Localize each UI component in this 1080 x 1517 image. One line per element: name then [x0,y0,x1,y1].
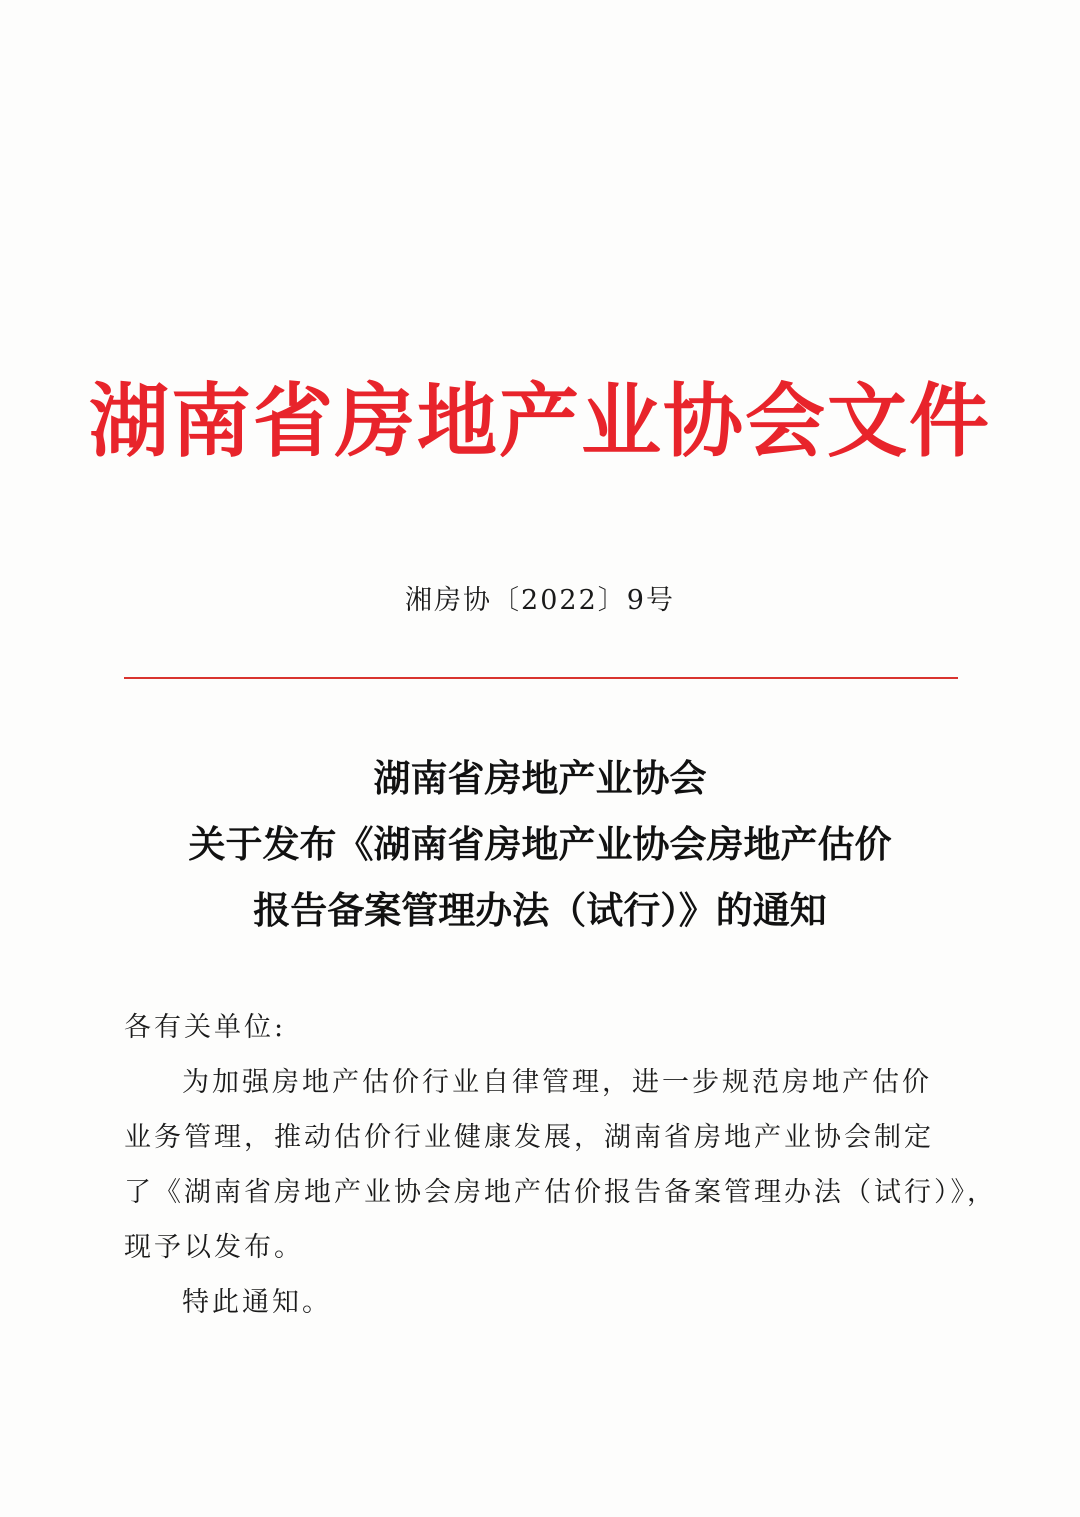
paragraph-line-2: 业务管理，推动估价行业健康发展，湖南省房地产业协会制定 [124,1122,934,1153]
closing-line: 特此通知。 [182,1287,332,1318]
document-number: 湘房协〔2022〕9号 [405,585,675,616]
red-divider-line [124,677,958,679]
notice-body [124,1000,997,1330]
title-line-3: 报告备案管理办法（试行）》的通知 [253,888,827,932]
notice-title [90,745,990,943]
salutation: 各有关单位: [124,1012,287,1043]
paragraph-line-4: 现予以发布。 [124,1232,304,1263]
title-line-2: 关于发布《湖南省房地产业协会房地产估价 [188,822,892,866]
masthead-title: 湖南省房地产业协会文件 [89,375,991,468]
paragraph-line-3: 了《湖南省房地产业协会房地产估价报告备案管理办法（试行）》， [124,1177,997,1208]
title-line-1: 湖南省房地产业协会 [373,756,707,800]
paragraph-line-1: 为加强房地产估价行业自律管理，进一步规范房地产估价 [182,1067,932,1098]
